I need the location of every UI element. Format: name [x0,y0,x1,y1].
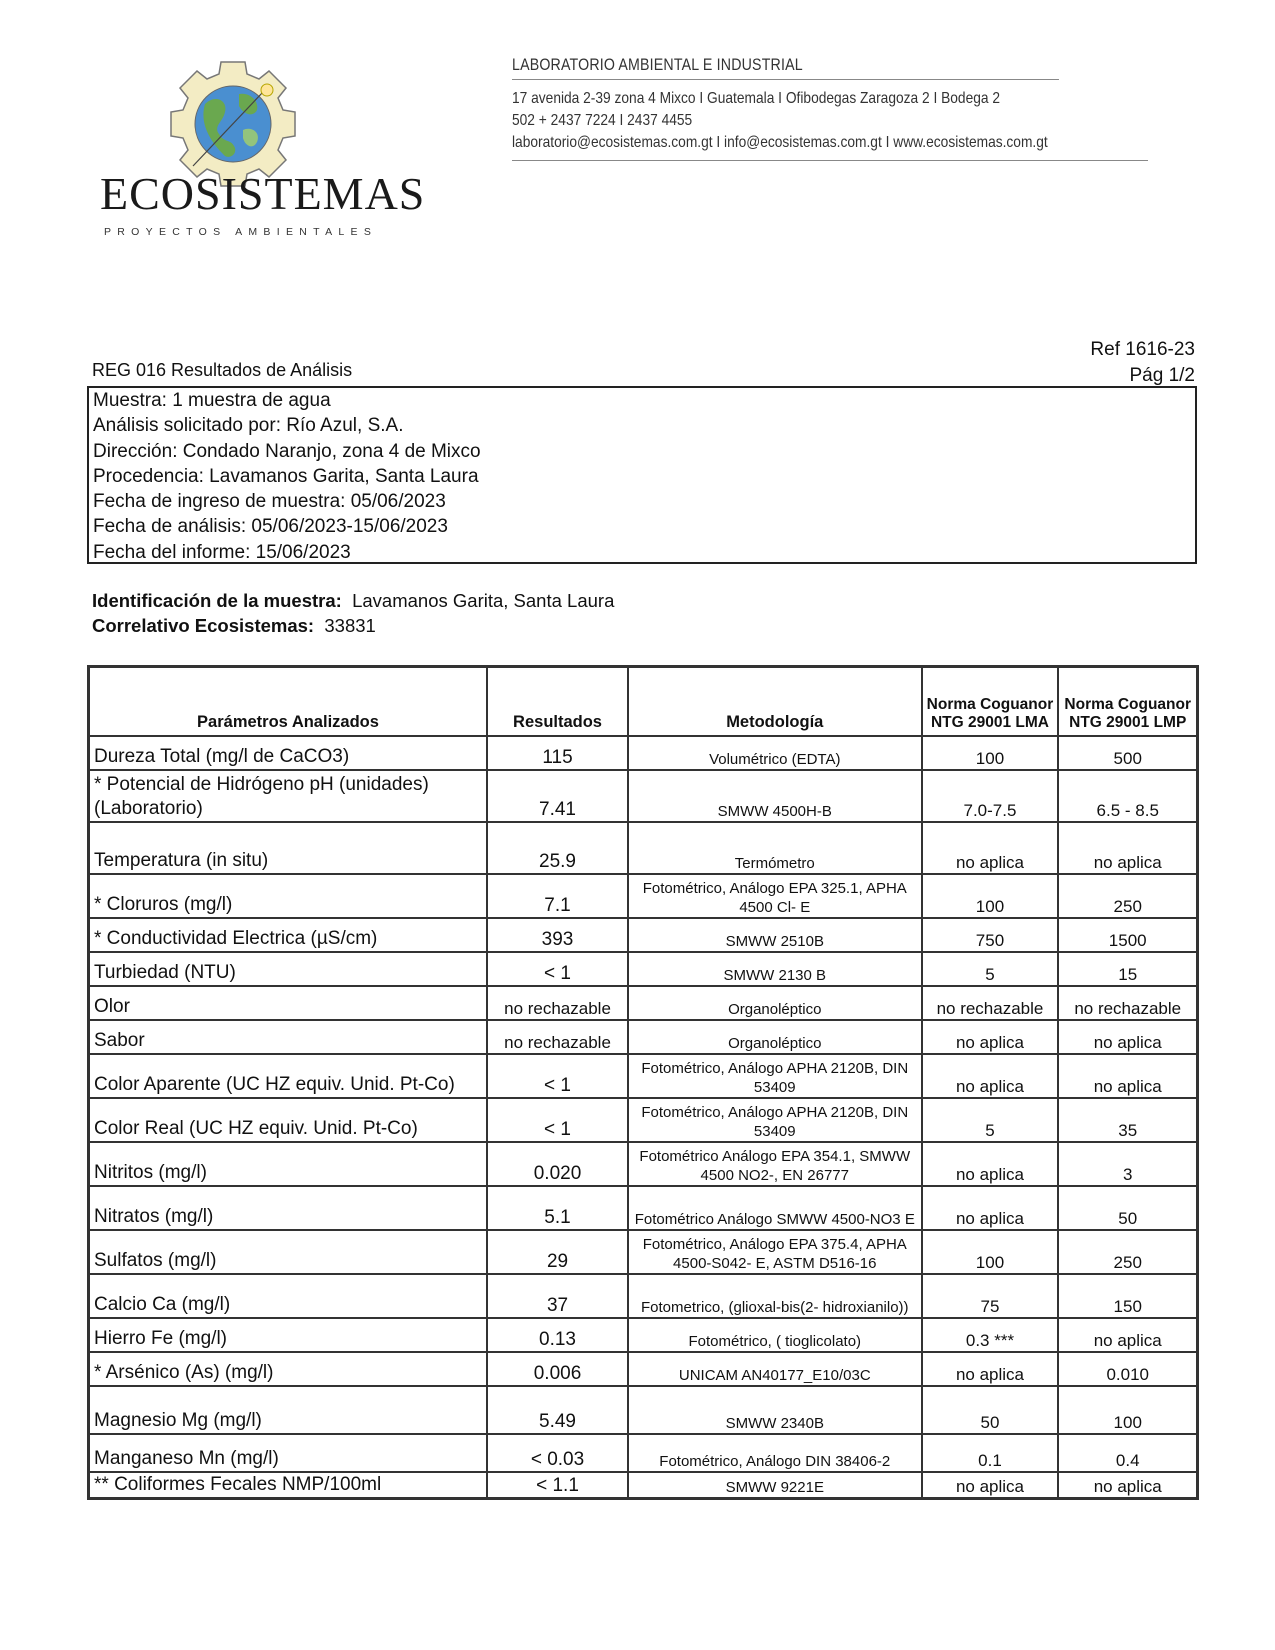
method-cell: SMWW 2510B [628,918,921,952]
header-lmp: Norma Coguanor NTG 29001 LMP [1058,667,1197,736]
lab-address: 17 avenida 2-39 zona 4 Mixco I Guatemala I Ofibodegas Zaragoza 2 I Bodega 2 [512,90,1001,107]
sample-info-line: Procedencia: Lavamanos Garita, Santa Laura [93,465,479,487]
lmp-cell: no aplica [1058,1318,1197,1352]
sample-info-line: Dirección: Condado Naranjo, zona 4 de Mixco [93,440,481,462]
table-row [89,1318,1198,1352]
table-row [89,1386,1198,1434]
method-cell: SMWW 2130 B [628,952,921,986]
method-cell: Volumétrico (EDTA) [628,736,921,770]
result-cell: 37 [487,1274,628,1318]
lma-cell: 100 [922,736,1059,770]
identification-value: Lavamanos Garita, Santa Laura [352,590,615,611]
method-cell: SMWW 9221E [628,1472,921,1499]
correlative-label: Correlativo Ecosistemas: [92,615,315,636]
parameter-cell: Nitritos (mg/l) [89,1142,487,1186]
table-row [89,822,1198,874]
parameter-cell: Manganeso Mn (mg/l) [89,1434,487,1472]
lma-cell: 100 [922,874,1059,918]
parameter-cell: Olor [89,986,487,1020]
parameter-cell: Color Aparente (UC HZ equiv. Unid. Pt-Co) [89,1054,487,1098]
lmp-cell: no aplica [1058,822,1197,874]
table-row [89,1230,1198,1274]
table-row [89,770,1198,822]
header-lma: Norma Coguanor NTG 29001 LMA [922,667,1059,736]
sample-info-line: Muestra: 1 muestra de agua [93,390,331,411]
lmp-cell: 250 [1058,1230,1197,1274]
result-cell: < 1 [487,1054,628,1098]
lmp-cell: no aplica [1058,1472,1197,1499]
table-row [89,1434,1198,1472]
lab-name: LABORATORIO AMBIENTAL E INDUSTRIAL [512,56,1059,80]
lmp-cell: 1500 [1058,918,1197,952]
parameter-cell: * Potencial de Hidrógeno pH (unidades) (Laboratorio) [89,770,487,822]
lmp-cell: 15 [1058,952,1197,986]
parameter-cell: Temperatura (in situ) [89,822,487,874]
result-cell: 29 [487,1230,628,1274]
lma-cell: no aplica [922,1020,1059,1054]
table-header-row [89,667,1198,736]
lmp-cell: no aplica [1058,1054,1197,1098]
header-parameters: Parámetros Analizados [89,667,487,736]
parameter-cell: Calcio Ca (mg/l) [89,1274,487,1318]
lma-cell: 75 [922,1274,1059,1318]
method-cell: Organoléptico [628,1020,921,1054]
parameter-cell: Nitratos (mg/l) [89,1186,487,1230]
sample-info-line: Fecha de ingreso de muestra: 05/06/2023 [93,491,446,513]
lmp-cell: 0.010 [1058,1352,1197,1386]
method-cell: Fotométrico Análogo EPA 354.1, SMWW 4500 NO2-, EN 26777 [628,1142,921,1186]
method-cell: Fotométrico, Análogo EPA 375.4, APHA 4500-S042- E, ASTM D516-16 [628,1230,921,1274]
lma-cell: no aplica [922,822,1059,874]
lma-cell: 0.3 *** [922,1318,1059,1352]
parameter-cell: * Conductividad Electrica (µS/cm) [89,918,487,952]
method-cell: Fotométrico, ( tioglicolato) [628,1318,921,1352]
logo-wordmark: ECOSISTEMAS [100,168,426,219]
result-cell: 7.41 [487,770,628,822]
parameter-cell: Color Real (UC HZ equiv. Unid. Pt-Co) [89,1098,487,1142]
lma-cell: 0.1 [922,1434,1059,1472]
result-cell: 5.1 [487,1186,628,1230]
result-cell: 0.13 [487,1318,628,1352]
result-cell: 5.49 [487,1386,628,1434]
parameter-cell: * Cloruros (mg/l) [89,874,487,918]
page-number: Pág 1/2 [1129,365,1195,386]
lma-cell: 100 [922,1230,1059,1274]
result-cell: 0.006 [487,1352,628,1386]
method-cell: Organoléptico [628,986,921,1020]
result-cell: 0.020 [487,1142,628,1186]
method-cell: SMWW 4500H-B [628,770,921,822]
lma-cell: 7.0-7.5 [922,770,1059,822]
table-row [89,736,1198,770]
lma-cell: 5 [922,952,1059,986]
correlative-value: 33831 [324,615,376,636]
table-row [89,1186,1198,1230]
lmp-cell: 3 [1058,1142,1197,1186]
method-cell: Fotométrico, Análogo APHA 2120B, DIN 53409 [628,1054,921,1098]
result-cell: < 1 [487,952,628,986]
lma-cell: no aplica [922,1472,1059,1499]
parameter-cell: ** Coliformes Fecales NMP/100ml [89,1472,487,1499]
table-row [89,874,1198,918]
table-row [89,1054,1198,1098]
method-cell: Fotometrico, (glioxal-bis(2- hidroxianilo)) [628,1274,921,1318]
table-row [89,918,1198,952]
lab-phones: 502 + 2437 7224 I 2437 4455 [512,112,693,129]
sample-identification [92,588,614,638]
lab-contact-block [512,56,1148,161]
lmp-cell: 35 [1058,1098,1197,1142]
logo-tagline: PROYECTOS AMBIENTALES [104,226,378,238]
table-row [89,1142,1198,1186]
header-methodology: Metodología [628,667,921,736]
parameter-cell: Turbiedad (NTU) [89,952,487,986]
lma-cell: no aplica [922,1054,1059,1098]
method-cell: Fotométrico Análogo SMWW 4500-NO3 E [628,1186,921,1230]
sample-info-line: Fecha de análisis: 05/06/2023-15/06/2023 [93,516,448,538]
parameter-cell: * Arsénico (As) (mg/l) [89,1352,487,1386]
lmp-cell: 150 [1058,1274,1197,1318]
lmp-cell: 100 [1058,1386,1197,1434]
table-row [89,1472,1198,1499]
sample-info-line: Análisis solicitado por: Río Azul, S.A. [93,415,404,437]
lmp-cell: 50 [1058,1186,1197,1230]
method-cell: Fotométrico, Análogo DIN 38406-2 [628,1434,921,1472]
result-cell: 7.1 [487,874,628,918]
result-cell: 25.9 [487,822,628,874]
lab-contacts: laboratorio@ecosistemas.com.gt I info@ecosistemas.com.gt I www.ecosistemas.com.gt [512,134,1048,151]
table-row [89,986,1198,1020]
result-cell: no rechazable [487,1020,628,1054]
sample-info-box [87,386,1197,564]
lmp-cell: 0.4 [1058,1434,1197,1472]
table-row [89,952,1198,986]
lmp-cell: 6.5 - 8.5 [1058,770,1197,822]
result-cell: < 1 [487,1098,628,1142]
header-results: Resultados [487,667,628,736]
parameter-cell: Sulfatos (mg/l) [89,1230,487,1274]
lma-cell: no aplica [922,1352,1059,1386]
lmp-cell: 500 [1058,736,1197,770]
lmp-cell: no rechazable [1058,986,1197,1020]
register-title: REG 016 Resultados de Análisis [92,360,353,380]
parameter-cell: Sabor [89,1020,487,1054]
method-cell: Fotométrico, Análogo EPA 325.1, APHA 4500 Cl- E [628,874,921,918]
parameter-cell: Hierro Fe (mg/l) [89,1318,487,1352]
reference-block [1090,337,1195,389]
lma-cell: no aplica [922,1186,1059,1230]
method-cell: SMWW 2340B [628,1386,921,1434]
table-row [89,1020,1198,1054]
table-row [89,1274,1198,1318]
table-row [89,1352,1198,1386]
sample-info-line: Fecha del informe: 15/06/2023 [93,541,351,563]
identification-label: Identificación de la muestra: [92,590,342,611]
lma-cell: no rechazable [922,986,1059,1020]
header-divider [512,160,1148,161]
table-row [89,1098,1198,1142]
lmp-cell: 250 [1058,874,1197,918]
result-cell: 115 [487,736,628,770]
results-table [87,665,1199,1500]
result-cell: 393 [487,918,628,952]
method-cell: Fotométrico, Análogo APHA 2120B, DIN 53409 [628,1098,921,1142]
result-cell: < 0.03 [487,1434,628,1472]
result-cell: no rechazable [487,986,628,1020]
parameter-cell: Magnesio Mg (mg/l) [89,1386,487,1434]
lma-cell: 50 [922,1386,1059,1434]
parameter-cell: Dureza Total (mg/l de CaCO3) [89,736,487,770]
lma-cell: 5 [922,1098,1059,1142]
reference-code: Ref 1616-23 [1090,339,1195,360]
lmp-cell: no aplica [1058,1020,1197,1054]
method-cell: Termómetro [628,822,921,874]
lma-cell: 750 [922,918,1059,952]
lma-cell: no aplica [922,1142,1059,1186]
method-cell: UNICAM AN40177_E10/03C [628,1352,921,1386]
result-cell: < 1.1 [487,1472,628,1499]
